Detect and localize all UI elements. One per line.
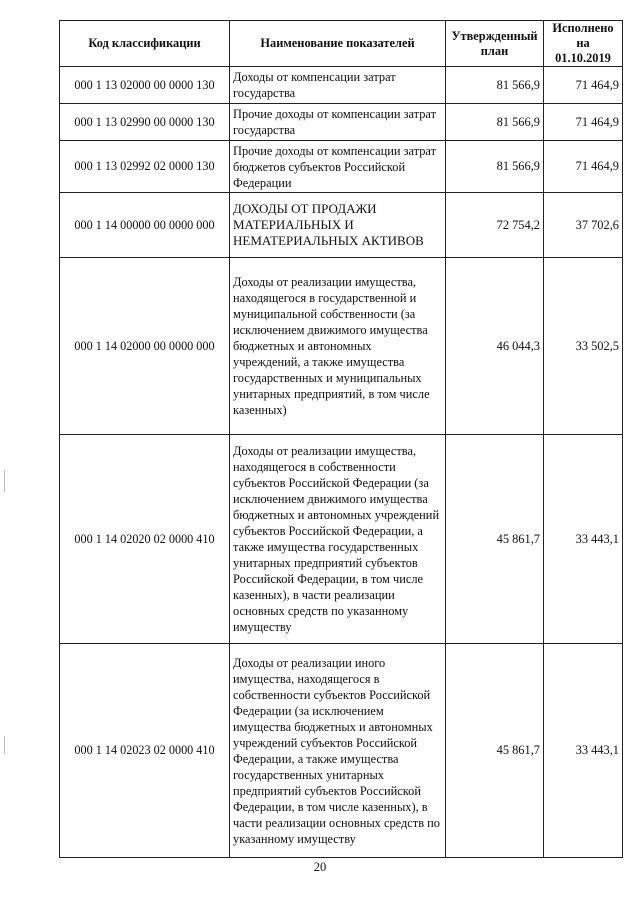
classification-code: 000 1 14 02023 02 0000 410 <box>60 644 230 858</box>
executed-value: 33 502,5 <box>544 258 623 435</box>
indicator-name: Доходы от реализации имущества, находящегося в собственности субъектов Российской Федерации (за исключением движимого имущества бюджетных и автономных учреждений субъектов Российской Федерации, а также имущества государственных унитарных предприятий субъектов Российской Федерации, в том числе казенных), в части реализации основных средств по указанному имуществу <box>230 435 446 644</box>
executed-value: 37 702,6 <box>544 193 623 258</box>
header-name: Наименование показателей <box>230 21 446 67</box>
approved-plan-value: 46 044,3 <box>446 258 544 435</box>
approved-plan-value: 81 566,9 <box>446 67 544 104</box>
table-row <box>60 193 623 258</box>
approved-plan-value: 81 566,9 <box>446 141 544 193</box>
classification-code: 000 1 14 02000 00 0000 000 <box>60 258 230 435</box>
scan-edge-mark-bottom <box>4 736 5 754</box>
header-code: Код классификации <box>60 21 230 67</box>
approved-plan-value: 45 861,7 <box>446 435 544 644</box>
executed-value: 33 443,1 <box>544 644 623 858</box>
executed-value: 71 464,9 <box>544 67 623 104</box>
indicator-name: ДОХОДЫ ОТ ПРОДАЖИ МАТЕРИАЛЬНЫХ И НЕМАТЕРИАЛЬНЫХ АКТИВОВ <box>230 193 446 258</box>
header-done: Исполнено на 01.10.2019 <box>544 21 623 67</box>
table-row <box>60 644 623 858</box>
executed-value: 71 464,9 <box>544 141 623 193</box>
approved-plan-value: 45 861,7 <box>446 644 544 858</box>
executed-value: 33 443,1 <box>544 435 623 644</box>
approved-plan-value: 72 754,2 <box>446 193 544 258</box>
table-row <box>60 435 623 644</box>
table-header-row <box>60 21 623 67</box>
classification-code: 000 1 14 02020 02 0000 410 <box>60 435 230 644</box>
classification-code: 000 1 14 00000 00 0000 000 <box>60 193 230 258</box>
table-row <box>60 258 623 435</box>
classification-code: 000 1 13 02992 02 0000 130 <box>60 141 230 193</box>
table-row <box>60 141 623 193</box>
indicator-name: Прочие доходы от компенсации затрат бюджетов субъектов Российской Федерации <box>230 141 446 193</box>
approved-plan-value: 81 566,9 <box>446 104 544 141</box>
revenue-table <box>59 20 623 858</box>
table-row <box>60 67 623 104</box>
classification-code: 000 1 13 02990 00 0000 130 <box>60 104 230 141</box>
document-page <box>59 20 622 858</box>
executed-value: 71 464,9 <box>544 104 623 141</box>
header-plan: Утвержденный план <box>446 21 544 67</box>
indicator-name: Доходы от компенсации затрат государства <box>230 67 446 104</box>
scan-edge-mark-top <box>4 470 5 492</box>
page-number: 20 <box>313 860 327 874</box>
table-row <box>60 104 623 141</box>
classification-code: 000 1 13 02000 00 0000 130 <box>60 67 230 104</box>
indicator-name: Доходы от реализации имущества, находящегося в государственной и муниципальной собственности (за исключением движимого имущества бюджетных и автономных учреждений, а также имущества государственных и муниципальных унитарных предприятий, в том числе казенных) <box>230 258 446 435</box>
indicator-name: Прочие доходы от компенсации затрат государства <box>230 104 446 141</box>
indicator-name: Доходы от реализации иного имущества, находящегося в собственности субъектов Российской Федерации (за исключением имущества бюджетных и автономных учреждений субъектов Российской Федерации, а также имущества государственных унитарных предприятий субъектов Российской Федерации, в том числе казенных), в части реализации основных средств по указанному имуществу <box>230 644 446 858</box>
